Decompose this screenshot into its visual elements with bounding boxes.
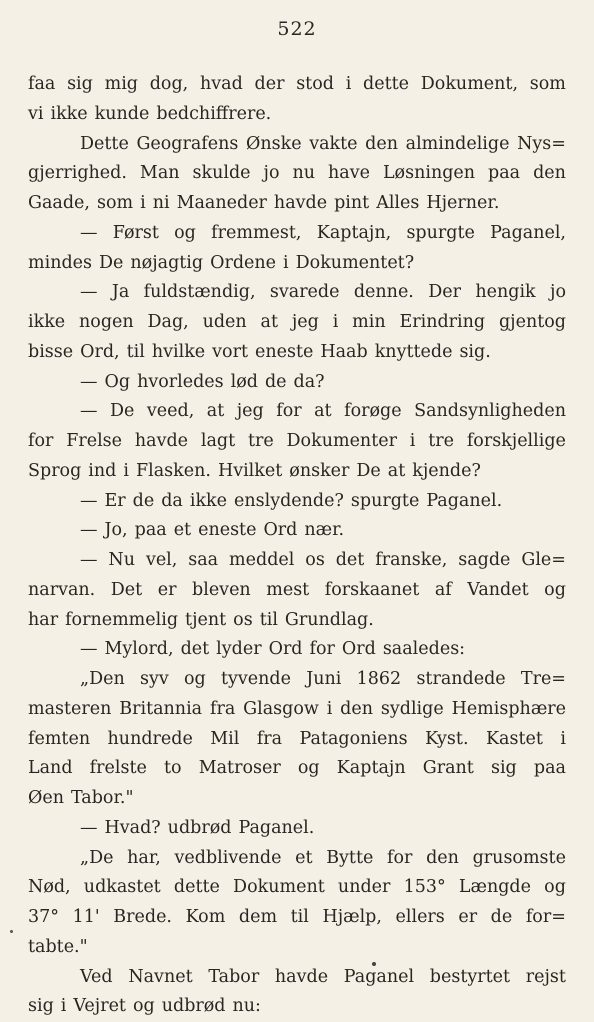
- word: for: [387, 847, 413, 868]
- word: ikke: [28, 312, 66, 332]
- word: i: [332, 312, 339, 332]
- word: forskjellige: [466, 431, 566, 451]
- word: Alles: [376, 193, 420, 213]
- word: hundrede: [107, 728, 193, 749]
- word: Grant: [422, 758, 474, 779]
- word: Mylord,: [104, 639, 174, 660]
- word: De: [99, 252, 124, 273]
- word: dem: [238, 907, 278, 927]
- word: vakte: [309, 133, 358, 154]
- word: vedblivende: [174, 847, 282, 868]
- word: veed,: [146, 401, 195, 422]
- text-line: [28, 992, 566, 1022]
- word: meddel: [229, 550, 295, 570]
- word: fremmest,: [211, 222, 302, 243]
- word: i: [283, 252, 289, 273]
- word: lyder: [216, 639, 262, 660]
- word: Der: [428, 282, 461, 303]
- word: Ord: [263, 520, 298, 541]
- word: og: [544, 877, 566, 898]
- word: saa: [188, 550, 219, 570]
- word: det: [335, 550, 365, 570]
- word: syv: [139, 669, 169, 689]
- word: 37°: [28, 907, 60, 927]
- word: jeg: [291, 312, 319, 332]
- text-line: [28, 784, 566, 814]
- word: Hvad?: [104, 817, 161, 838]
- word: Ordene: [210, 252, 277, 273]
- word: De: [110, 401, 135, 422]
- word: Navnet: [128, 966, 193, 987]
- word: sydlige: [380, 698, 444, 719]
- word: spurgte: [406, 222, 475, 243]
- word: hvad: [199, 74, 243, 94]
- word: Dokument: [233, 877, 325, 898]
- word: —: [80, 490, 98, 511]
- word: dog,: [149, 74, 189, 94]
- text-line: [28, 963, 566, 993]
- word: Jo,: [104, 520, 128, 541]
- text-line: [28, 754, 566, 784]
- word: havde: [134, 431, 189, 451]
- word: stod: [296, 74, 334, 94]
- word: Vejret: [73, 996, 126, 1017]
- word: nu:: [232, 996, 261, 1017]
- word: dette: [363, 74, 410, 94]
- word: hvilke: [151, 341, 206, 362]
- word: er: [458, 907, 478, 927]
- word: min: [352, 312, 386, 332]
- word: —: [80, 639, 98, 660]
- text-line: [28, 368, 566, 398]
- word: De: [356, 460, 381, 481]
- word: tabte.": [28, 936, 88, 957]
- word: Tre=: [520, 669, 566, 689]
- word: —: [80, 817, 98, 838]
- word: Er: [104, 490, 126, 511]
- word: kunde: [94, 103, 150, 124]
- word: Kaptajn,: [316, 222, 392, 243]
- text-line: [28, 844, 566, 874]
- word: vel,: [145, 550, 178, 570]
- word: de: [132, 490, 155, 511]
- word: Paganel,: [490, 222, 566, 243]
- word: Paganel.: [426, 490, 503, 511]
- text-line: [28, 308, 566, 338]
- word: rejst: [525, 966, 566, 987]
- text-line: [28, 873, 566, 903]
- word: et: [295, 847, 313, 868]
- word: denne.: [353, 282, 414, 303]
- text-line: [28, 665, 566, 695]
- word: Bytte: [326, 847, 374, 868]
- text-line: [28, 487, 566, 517]
- word: gjentog: [498, 312, 566, 332]
- word: vi: [28, 103, 44, 124]
- word: havde: [274, 966, 329, 987]
- word: Grundlag.: [284, 609, 374, 630]
- word: os: [305, 550, 325, 570]
- word: udkastet: [83, 877, 161, 898]
- word: Geografens: [136, 133, 239, 154]
- word: Kyst.: [425, 728, 469, 749]
- text-line: [28, 249, 566, 279]
- word: lød: [230, 371, 258, 392]
- word: strandede: [416, 669, 506, 689]
- page-number: 522: [277, 18, 317, 40]
- word: Hemisphære: [451, 698, 566, 719]
- word: tjent: [185, 609, 227, 630]
- text-line: [28, 457, 566, 487]
- word: vort: [212, 341, 248, 362]
- word: paa: [488, 163, 521, 184]
- word: —: [80, 401, 98, 422]
- word: fra: [209, 698, 236, 719]
- word: ind: [88, 460, 117, 481]
- word: mig: [104, 74, 138, 94]
- word: da: [161, 490, 183, 511]
- text-line: [28, 635, 566, 665]
- word: nu: [292, 163, 316, 184]
- word: —: [80, 222, 98, 243]
- word: ellers: [395, 907, 445, 927]
- word: Det: [110, 579, 143, 600]
- word: Sandsynligheden: [414, 401, 566, 422]
- word: bisse: [28, 341, 74, 362]
- word: og: [297, 758, 320, 779]
- word: Dokument,: [420, 74, 519, 94]
- word: —: [80, 282, 98, 303]
- word: Tabor.": [70, 788, 134, 808]
- word: Kastet: [485, 728, 543, 749]
- text-line: [28, 516, 566, 546]
- word: til: [259, 609, 278, 630]
- word: mindes: [28, 252, 93, 273]
- word: havde: [273, 193, 328, 213]
- word: 1862: [356, 669, 402, 689]
- word: eneste: [254, 341, 314, 362]
- text-line: [28, 159, 566, 189]
- text-line: [28, 70, 566, 100]
- text-line: [28, 606, 566, 636]
- word: Hjælp,: [322, 907, 382, 927]
- word: for: [28, 431, 54, 451]
- word: da?: [293, 371, 325, 392]
- word: Ved: [80, 966, 113, 987]
- text-line: [28, 933, 566, 963]
- word: sig: [490, 758, 517, 779]
- text-line: [28, 427, 566, 457]
- text-line: [28, 725, 566, 755]
- word: narvan.: [28, 579, 96, 600]
- word: paa: [134, 520, 167, 541]
- word: svarede: [269, 282, 340, 303]
- word: „De: [80, 847, 114, 868]
- word: „Den: [80, 669, 125, 689]
- word: Hjerner.: [426, 193, 500, 213]
- word: til: [290, 907, 309, 927]
- word: Ord: [341, 639, 376, 660]
- word: den: [340, 698, 374, 719]
- word: Ønske: [246, 133, 302, 154]
- word: har,: [127, 847, 161, 868]
- word: Løsningen: [382, 163, 476, 184]
- word: Land: [28, 758, 73, 779]
- word: dette: [173, 877, 220, 898]
- word: er: [157, 579, 177, 600]
- text-line: [28, 814, 566, 844]
- word: —: [80, 550, 98, 570]
- word: bleven: [192, 579, 251, 600]
- word: saaledes:: [382, 639, 466, 660]
- word: Ord,: [80, 341, 120, 362]
- word: paa: [533, 758, 566, 779]
- word: til: [126, 341, 145, 362]
- text-line: [28, 219, 566, 249]
- word: som: [96, 193, 134, 213]
- word: har: [28, 609, 59, 630]
- word: jeg: [236, 401, 264, 422]
- word: nogen: [79, 312, 134, 332]
- word: Kom: [185, 907, 226, 927]
- word: Matroser: [198, 758, 281, 779]
- text-line: [28, 903, 566, 933]
- word: Man: [139, 163, 180, 184]
- word: Dokumentet?: [295, 252, 415, 273]
- word: i: [409, 431, 416, 451]
- word: hengik: [475, 282, 536, 303]
- word: tyvende: [221, 669, 291, 689]
- text-line: [28, 189, 566, 219]
- word: Maaneder: [176, 193, 267, 213]
- word: gjerrighed.: [28, 163, 127, 184]
- word: 11': [72, 907, 100, 927]
- word: Britannia: [119, 698, 203, 719]
- word: udbrød: [167, 817, 232, 838]
- word: jo: [263, 163, 280, 184]
- word: Længde: [458, 877, 531, 898]
- word: Nys=: [517, 133, 566, 154]
- text-line: [28, 546, 566, 576]
- word: Flasken.: [135, 460, 211, 481]
- ink-speck: [10, 930, 13, 933]
- word: —: [80, 371, 98, 392]
- word: enslydende?: [234, 490, 344, 511]
- word: kjende?: [412, 460, 481, 481]
- word: Patagoniens: [299, 728, 408, 749]
- word: sig: [67, 74, 93, 94]
- word: skulde: [192, 163, 251, 184]
- word: Hvilket: [217, 460, 283, 481]
- word: i: [560, 728, 566, 749]
- word: for=: [525, 907, 566, 927]
- word: det: [180, 639, 210, 660]
- word: der: [254, 74, 285, 94]
- word: Og: [104, 371, 131, 392]
- word: Brede.: [113, 907, 172, 927]
- word: bedchiffrere.: [156, 103, 272, 124]
- word: grusomste: [472, 847, 566, 868]
- word: —: [80, 520, 98, 541]
- word: Dette: [80, 133, 129, 154]
- word: Paganel: [343, 966, 415, 987]
- word: knyttede: [374, 341, 453, 362]
- word: Ja: [111, 282, 130, 303]
- word: i: [140, 193, 146, 213]
- word: Nød,: [28, 877, 71, 898]
- word: Gle=: [521, 550, 566, 570]
- word: i: [345, 74, 352, 94]
- word: Mil: [210, 728, 240, 749]
- word: Først: [112, 222, 159, 243]
- text-line: [28, 130, 566, 160]
- word: ønsker: [289, 460, 350, 481]
- text-line: [28, 100, 566, 130]
- word: Dag,: [147, 312, 189, 332]
- word: forskaanet: [324, 579, 420, 600]
- word: fra: [256, 728, 283, 749]
- word: de: [490, 907, 513, 927]
- word: de: [264, 371, 287, 392]
- word: mest: [266, 579, 310, 600]
- text-line: [28, 397, 566, 427]
- word: nær.: [304, 520, 345, 541]
- word: masteren: [28, 698, 112, 719]
- ink-speck: [372, 962, 376, 966]
- word: og: [184, 669, 206, 689]
- word: Vandet: [467, 579, 529, 600]
- word: at: [206, 401, 225, 422]
- word: sig.: [459, 341, 491, 362]
- text-line: [28, 278, 566, 308]
- word: i: [60, 996, 67, 1017]
- word: Glasgow: [243, 698, 319, 719]
- word: den: [365, 133, 399, 154]
- word: et: [173, 520, 192, 541]
- word: Nu: [108, 550, 136, 570]
- word: pint: [334, 193, 370, 213]
- word: tre: [247, 431, 274, 451]
- word: Gaade,: [28, 193, 90, 213]
- word: under: [337, 877, 391, 898]
- word: Juni: [306, 669, 342, 689]
- word: os: [233, 609, 253, 630]
- word: faa: [28, 74, 56, 94]
- text-line: [28, 695, 566, 725]
- word: fuldstændig,: [143, 282, 256, 303]
- word: for: [276, 401, 302, 422]
- word: udbrød: [161, 996, 226, 1017]
- word: som: [529, 74, 566, 94]
- word: tre: [428, 431, 454, 451]
- word: nøjagtig: [130, 252, 204, 273]
- word: hvorledes: [137, 371, 224, 392]
- word: ikke: [189, 490, 228, 511]
- word: have: [328, 163, 370, 184]
- word: Ord: [268, 639, 303, 660]
- word: Kaptajn: [336, 758, 406, 779]
- text-line: [28, 338, 566, 368]
- word: franske,: [375, 550, 448, 570]
- word: lagt: [200, 431, 236, 451]
- word: den: [533, 163, 566, 184]
- word: bestyrtet: [429, 966, 511, 987]
- word: Paganel.: [238, 817, 315, 838]
- word: at: [260, 312, 278, 332]
- word: frelste: [89, 758, 147, 779]
- word: Erindring: [399, 312, 486, 332]
- word: sig: [28, 996, 54, 1017]
- word: og: [544, 579, 566, 600]
- word: sagde: [458, 550, 511, 570]
- word: og: [132, 996, 155, 1017]
- word: almindelige: [405, 133, 510, 154]
- word: af: [434, 579, 452, 600]
- body-text: [28, 70, 566, 1022]
- word: Sprog: [28, 460, 82, 481]
- word: eneste: [198, 520, 257, 541]
- word: Dokumenter: [286, 431, 397, 451]
- word: at: [387, 460, 406, 481]
- word: jo: [550, 282, 566, 303]
- text-line: [28, 576, 566, 606]
- word: femten: [28, 728, 91, 749]
- word: for: [309, 639, 335, 660]
- word: ni: [152, 193, 170, 213]
- word: ikke: [50, 103, 88, 124]
- word: Tabor: [208, 966, 260, 987]
- word: Haab: [320, 341, 368, 362]
- word: i: [123, 460, 129, 481]
- word: forøge: [344, 401, 402, 422]
- word: Øen: [28, 788, 64, 808]
- word: Frelse: [66, 431, 123, 451]
- word: uden: [202, 312, 247, 332]
- word: og: [174, 222, 196, 243]
- word: fornemmelig: [65, 609, 179, 630]
- word: spurgte: [350, 490, 420, 511]
- word: i: [326, 698, 333, 719]
- word: to: [163, 758, 182, 779]
- word: 153°: [403, 877, 446, 898]
- word: den: [426, 847, 459, 868]
- word: at: [314, 401, 332, 422]
